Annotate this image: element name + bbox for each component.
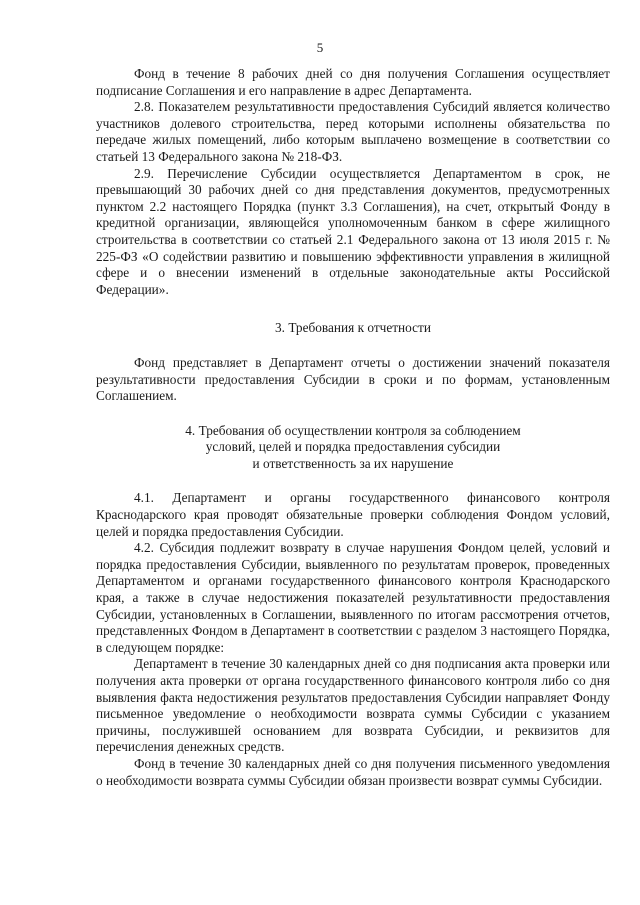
section-3-paragraph: Фонд представляет в Департамент отчеты о достижении значений показателя результативности предоставления Субсидии в сроки и по формам, установленным Соглашением. — [96, 354, 610, 404]
section-3-heading: 3. Требования к отчетности — [275, 320, 431, 336]
section-4-heading-line-1: 4. Требования об осуществлении контроля за соблюдением — [185, 422, 521, 438]
paragraph-fund-return: Фонд в течение 30 календарных дней со дня получения письменного уведомления о необходимости возврата суммы Субсидии обязан произвести возврат суммы Субсидии. — [96, 755, 610, 788]
paragraph-2-8: 2.8. Показателем результативности предоставления Субсидий является количество участников долевого строительства, перед которыми исполнены обязательства по передаче жилых помещений, либо которым выплачено возмещение в соответствии со статьей 13 Федерального закона № 218-ФЗ. — [96, 99, 610, 164]
document-body — [96, 66, 610, 789]
paragraph-4-2: 4.2. Субсидия подлежит возврату в случае нарушения Фондом целей, условий и порядка предоставления Субсидии, выявленного по результатам проверок, проведенных Департаментом и органами государственного финансового контроля Краснодарского края, а также в случае недостижения показателей результативности предоставления Субсидии, установленных в Соглашении, выявленного по итогам рассмотрения отчетов, представленных Фондом в Департамент в соответствии с разделом 3 настоящего Порядка, в следующем порядке: — [96, 540, 610, 655]
section-4-heading-line-2: условий, целей и порядка предоставления субсидии — [205, 439, 501, 455]
section-4-heading-line-3: и ответственность за их нарушение — [252, 455, 454, 471]
section-4-heading — [96, 423, 610, 473]
page-number: 5 — [316, 40, 324, 55]
paragraph-4-1: 4.1. Департамент и органы государственного финансового контроля Краснодарского края проводят обязательные проверки соблюдения Фондом условий, целей и порядка предоставления Субсидии. — [96, 490, 610, 539]
paragraph-2-9: 2.9. Перечисление Субсидии осуществляется Департаментом в срок, не превышающий 30 рабочих дней со дня представления документов, предусмотренных пунктом 2.2 настоящего Порядка (пункт 3.3 Соглашения), на счет, открытый Фонду в кредитной организации, являющейся уполномоченным банком в сфере жилищного строительства в соответствии со статьей 2.1 Федерального закона от 13 июля 2015 г. № 225-ФЗ «О содействии развитию и повышению эффективности управления в жилищной сфере и о внесении изменений в отдельные законодательные акты Российской Федерации». — [96, 165, 610, 297]
paragraph-agreement-signing: Фонд в течение 8 рабочих дней со дня получения Соглашения осуществляет подписание Соглашения и его направление в адрес Департамента. — [96, 66, 610, 98]
paragraph-department-notice: Департамент в течение 30 календарных дней со дня подписания акта проверки или получения акта проверки от органа государственного финансового контроля либо со дня выявления факта недостижения результатов предоставления Субсидии направляет Фонду письменное уведомление о необходимости возврата суммы Субсидии с указанием причины, послужившей основанием для возврата Субсидии, и реквизитов для перечисления денежных средств. — [96, 656, 610, 755]
